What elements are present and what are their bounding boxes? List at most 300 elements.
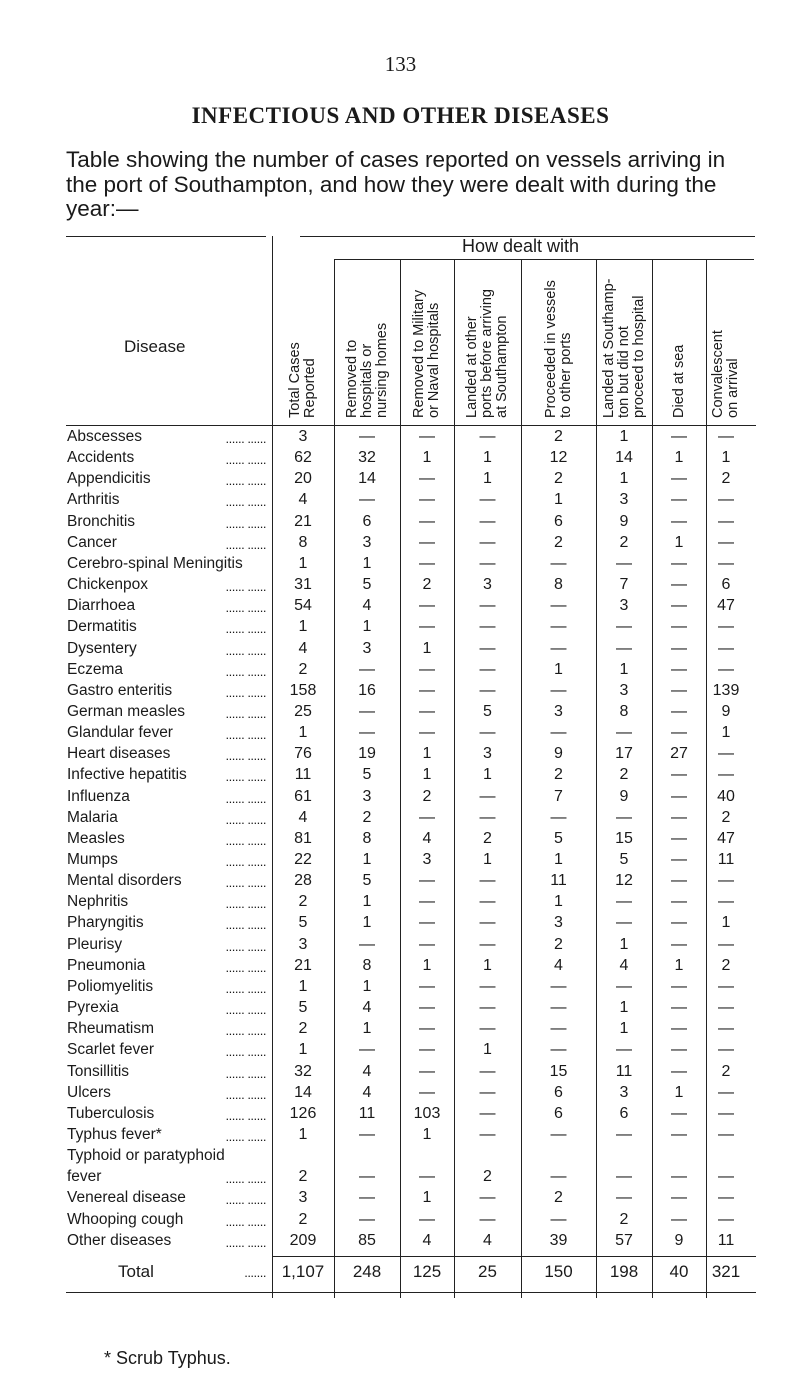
table-cell: 85 bbox=[358, 1231, 376, 1249]
disease-label: Arthritis bbox=[67, 491, 120, 509]
table-cell: 4 bbox=[298, 491, 308, 509]
table-cell: — bbox=[479, 999, 496, 1017]
table-cell: 2 bbox=[721, 1062, 731, 1080]
table-cell: 1 bbox=[619, 470, 629, 488]
leader-dots: ...... ...... bbox=[225, 579, 266, 595]
table-cell: — bbox=[671, 935, 687, 953]
table-cell: 1 bbox=[422, 956, 432, 974]
disease-label: Eczema bbox=[67, 660, 123, 678]
table-cell: — bbox=[550, 977, 567, 995]
table-cell: — bbox=[419, 808, 435, 826]
table-cell: — bbox=[479, 428, 496, 445]
leader-dots: ...... ...... bbox=[225, 832, 266, 848]
table-cell: 1 bbox=[298, 1041, 308, 1059]
leader-dots: ...... ...... bbox=[225, 1171, 266, 1187]
table-cell: — bbox=[419, 491, 435, 509]
table-cell: — bbox=[479, 554, 496, 572]
table-cell: 11 bbox=[550, 872, 567, 890]
table-cell: — bbox=[359, 1189, 375, 1207]
column-header-line: hospitals or bbox=[358, 343, 375, 418]
table-cell: — bbox=[671, 1168, 687, 1186]
leader-dots: ...... ...... bbox=[225, 727, 266, 743]
table-cell: — bbox=[479, 1020, 496, 1038]
disease-label: Gastro enteritis bbox=[67, 681, 173, 699]
table-cell: 7 bbox=[554, 787, 563, 805]
table-cell: 5 bbox=[554, 829, 563, 847]
table-cell: 15 bbox=[615, 829, 633, 847]
table-cell: — bbox=[359, 724, 375, 742]
leader-dots: ...... ...... bbox=[225, 494, 266, 510]
table-cell: 4 bbox=[362, 1062, 372, 1080]
page-number: 133 bbox=[384, 52, 417, 76]
column-header-line: Landed at other bbox=[464, 316, 480, 418]
table-cell: 3 bbox=[619, 1083, 629, 1101]
table-cell: — bbox=[616, 639, 632, 657]
table-cell: 6 bbox=[554, 512, 563, 530]
disease-label: Cerebro-spinal Meningitis bbox=[67, 554, 243, 572]
leader-dots: ...... ...... bbox=[225, 959, 266, 975]
table-cell: — bbox=[616, 977, 632, 995]
table-cell: — bbox=[479, 935, 496, 953]
table-cell: 11 bbox=[717, 1231, 735, 1249]
table-cell: 1 bbox=[422, 1125, 432, 1143]
table-cell: — bbox=[671, 1189, 687, 1207]
column-rule-disease bbox=[272, 236, 273, 1298]
column-header bbox=[288, 342, 318, 418]
disease-label: Typhus fever* bbox=[67, 1125, 162, 1143]
table-cell: — bbox=[671, 1041, 687, 1059]
table-cell: — bbox=[616, 1168, 632, 1186]
table-cell: — bbox=[718, 1083, 734, 1101]
table-cell: 3 bbox=[298, 935, 308, 953]
table-cell: 15 bbox=[549, 1062, 568, 1080]
table-cell: 27 bbox=[670, 745, 688, 763]
table-cell: — bbox=[718, 1168, 734, 1186]
table-cell: — bbox=[671, 766, 687, 784]
table-cell: 4 bbox=[483, 1231, 492, 1249]
table-cell: — bbox=[419, 554, 435, 572]
table-cell: — bbox=[479, 512, 496, 530]
disease-label: Accidents bbox=[67, 449, 135, 467]
table-cell: — bbox=[419, 1041, 435, 1059]
table-cell: — bbox=[616, 893, 632, 911]
table-cell: 28 bbox=[294, 872, 312, 890]
table-cell: — bbox=[718, 639, 734, 657]
column-header bbox=[711, 330, 741, 418]
table-cell: 11 bbox=[615, 1062, 633, 1080]
leader-dots: ...... ...... bbox=[225, 1002, 266, 1018]
table-cell: — bbox=[718, 999, 734, 1017]
disease-label: Venereal disease bbox=[67, 1189, 186, 1207]
table-cell: — bbox=[479, 893, 496, 911]
table-cell: 16 bbox=[358, 681, 376, 699]
disease-label: Tuberculosis bbox=[67, 1104, 155, 1122]
disease-label: German measles bbox=[67, 702, 186, 720]
group-header: How dealt with bbox=[462, 236, 580, 256]
table-cell: — bbox=[671, 681, 687, 699]
table-cell: — bbox=[671, 1062, 687, 1080]
table-cell: — bbox=[419, 702, 435, 720]
disease-label: Bronchitis bbox=[67, 512, 136, 530]
column-header-line: Convalescent bbox=[710, 330, 726, 418]
table-cell: 1 bbox=[619, 428, 629, 445]
table-cell: — bbox=[419, 1083, 435, 1101]
table-cell: — bbox=[419, 428, 435, 445]
table-cell: 1 bbox=[483, 766, 492, 784]
table-cell: 3 bbox=[422, 851, 432, 868]
table-cell: 1 bbox=[619, 999, 629, 1017]
table-cell: — bbox=[479, 618, 496, 636]
table-cell: 2 bbox=[554, 428, 563, 445]
table-cell: 5 bbox=[298, 914, 308, 932]
table-cell: 9 bbox=[619, 787, 629, 805]
table-cell: — bbox=[550, 999, 567, 1017]
table-cell: — bbox=[419, 1062, 435, 1080]
table-cell: — bbox=[550, 1168, 567, 1186]
total-cell: 125 bbox=[412, 1261, 442, 1281]
table-cell: — bbox=[718, 1189, 734, 1207]
table-cell: 6 bbox=[721, 576, 731, 594]
table-cell: — bbox=[718, 745, 734, 763]
table-cell: 4 bbox=[298, 808, 308, 826]
table-cell: 2 bbox=[298, 893, 308, 911]
leader-dots: ...... ...... bbox=[225, 1044, 266, 1060]
table-cell: 21 bbox=[294, 512, 312, 530]
table-cell: 8 bbox=[619, 702, 629, 720]
table-cell: — bbox=[479, 681, 496, 699]
table-cell: — bbox=[419, 470, 435, 488]
group-header-rule bbox=[334, 259, 754, 260]
table-cell: — bbox=[671, 470, 687, 488]
disease-label: Rheumatism bbox=[67, 1020, 154, 1038]
leader-dots: ...... ...... bbox=[225, 811, 266, 827]
leader-dots: ...... ...... bbox=[225, 790, 266, 806]
table-cell: — bbox=[479, 872, 496, 890]
table-cell: — bbox=[718, 618, 734, 636]
disease-label: Infective hepatitis bbox=[67, 766, 187, 784]
table-cell: — bbox=[671, 428, 687, 445]
leader-dots: ...... ...... bbox=[225, 854, 266, 869]
table-cell: 1 bbox=[483, 1041, 492, 1059]
table-cell: — bbox=[616, 554, 632, 572]
table-cell: 2 bbox=[554, 766, 563, 784]
column-header-line: ports before arriving bbox=[479, 289, 495, 418]
table-cell: 11 bbox=[717, 851, 735, 868]
table-cell: 1 bbox=[298, 1125, 308, 1143]
table-cell: 4 bbox=[362, 999, 372, 1017]
table-cell: 9 bbox=[554, 745, 563, 763]
table-cell: — bbox=[718, 512, 734, 530]
table-cell: — bbox=[479, 787, 496, 805]
table-cell: 4 bbox=[422, 829, 432, 847]
table-cell: 4 bbox=[362, 597, 372, 615]
table-cell: 1 bbox=[554, 491, 563, 509]
table-cell: 3 bbox=[298, 428, 308, 445]
table-cell: — bbox=[671, 914, 687, 932]
table-cell: 1 bbox=[721, 914, 731, 932]
table-cell: — bbox=[550, 618, 567, 636]
table-cell: — bbox=[671, 829, 687, 847]
table-cell: 4 bbox=[362, 1083, 372, 1101]
leader-dots: ....... bbox=[244, 1264, 266, 1280]
table-cell: — bbox=[419, 1020, 435, 1038]
table-cell: — bbox=[419, 660, 435, 678]
column-rule bbox=[652, 259, 653, 1298]
table-cell: — bbox=[479, 1125, 496, 1143]
disease-label: Influenza bbox=[67, 787, 130, 805]
leader-dots: ...... ...... bbox=[225, 431, 266, 446]
table-cell: 1 bbox=[483, 956, 492, 974]
column-rule bbox=[334, 259, 335, 1298]
table-cell: — bbox=[419, 893, 435, 911]
table-cell: — bbox=[616, 724, 632, 742]
table-cell: 8 bbox=[362, 829, 372, 847]
table-cell: — bbox=[671, 597, 687, 615]
table-cell: 3 bbox=[483, 745, 492, 763]
table-cell: — bbox=[671, 491, 687, 509]
table-cell: — bbox=[419, 977, 435, 995]
table-cell: — bbox=[359, 491, 375, 509]
table-cell: — bbox=[718, 872, 734, 890]
table-cell: 32 bbox=[294, 1062, 312, 1080]
footnote: * Scrub Typhus. bbox=[104, 1348, 231, 1368]
table-cell: — bbox=[718, 1125, 734, 1143]
disease-label: Scarlet fever bbox=[67, 1041, 155, 1059]
table-cell: 2 bbox=[619, 1210, 629, 1228]
table-cell: 31 bbox=[294, 576, 312, 594]
table-cell: 139 bbox=[712, 681, 740, 699]
table-cell: — bbox=[671, 724, 687, 742]
table-cell: 5 bbox=[483, 702, 492, 720]
table-cell: 12 bbox=[615, 872, 633, 890]
disease-label: Typhoid or paratyphoid bbox=[67, 1147, 225, 1165]
table-cell: 11 bbox=[294, 766, 312, 784]
leader-dots: ...... ...... bbox=[225, 452, 266, 468]
disease-label: Pleurisy bbox=[67, 935, 123, 953]
column-header-line: Removed to Military bbox=[411, 289, 427, 418]
table-cell: — bbox=[718, 1104, 734, 1122]
disease-label: Pyrexia bbox=[67, 999, 119, 1017]
total-top-rule bbox=[272, 1256, 756, 1257]
table-cell: — bbox=[550, 1125, 567, 1143]
table-cell: — bbox=[419, 618, 435, 636]
table-cell: 76 bbox=[294, 745, 312, 763]
leader-dots: ...... ...... bbox=[225, 705, 266, 721]
table-cell: 2 bbox=[721, 808, 731, 826]
table-cell: 5 bbox=[298, 999, 308, 1017]
column-header-line: or Naval hospitals bbox=[426, 302, 442, 418]
table-cell: — bbox=[359, 702, 375, 720]
table-cell: 39 bbox=[549, 1231, 568, 1249]
table-cell: — bbox=[419, 1210, 435, 1228]
leader-dots: ...... ...... bbox=[225, 896, 266, 912]
table-cell: 25 bbox=[294, 702, 312, 720]
table-cell: 6 bbox=[554, 1083, 563, 1101]
table-cell: 5 bbox=[362, 766, 372, 784]
table-cell: — bbox=[718, 1210, 734, 1228]
table-cell: — bbox=[479, 597, 496, 615]
table-cell: 1 bbox=[298, 977, 308, 995]
table-cell: — bbox=[616, 808, 632, 826]
table-cell: 1 bbox=[483, 470, 492, 488]
table-cell: 9 bbox=[721, 702, 731, 720]
column-header-line: proceed to hospital bbox=[630, 295, 647, 418]
header-top-rule-left bbox=[66, 236, 266, 237]
disease-header: Disease bbox=[124, 337, 186, 356]
table-cell: 8 bbox=[554, 576, 563, 594]
disease-label: Whooping cough bbox=[67, 1210, 184, 1228]
total-label: Total bbox=[118, 1261, 154, 1281]
table-cell: 1 bbox=[298, 554, 308, 572]
table-cell: 3 bbox=[362, 639, 372, 657]
table-cell: 1 bbox=[554, 660, 563, 678]
table-cell: — bbox=[419, 914, 435, 932]
table-cell: — bbox=[550, 1020, 567, 1038]
table-cell: 2 bbox=[422, 787, 432, 805]
table-cell: — bbox=[479, 660, 496, 678]
disease-label: Poliomyelitis bbox=[67, 977, 154, 995]
disease-label: Mental disorders bbox=[67, 872, 182, 890]
table-cell: 17 bbox=[615, 745, 633, 763]
leader-dots: ...... ...... bbox=[225, 621, 266, 637]
table-cell: — bbox=[479, 533, 496, 551]
leader-dots: ...... ...... bbox=[225, 1107, 266, 1123]
table-cell: — bbox=[550, 724, 567, 742]
table-cell: 8 bbox=[362, 956, 372, 974]
table-cell: 5 bbox=[362, 576, 372, 594]
disease-label: Tonsillitis bbox=[67, 1062, 130, 1080]
disease-label: Nephritis bbox=[67, 893, 129, 911]
table-cell: — bbox=[718, 1020, 734, 1038]
table-cell: — bbox=[671, 554, 687, 572]
table-cell: 1 bbox=[298, 724, 308, 742]
table-cell: — bbox=[718, 935, 734, 953]
leader-dots: ...... ...... bbox=[225, 748, 266, 764]
table-cell: 3 bbox=[483, 576, 492, 594]
table-cell: 2 bbox=[554, 533, 563, 551]
table-cell: 2 bbox=[554, 935, 563, 953]
table-cell: 1 bbox=[674, 533, 684, 551]
table-cell: — bbox=[359, 1168, 375, 1186]
column-rule bbox=[454, 259, 455, 1298]
total-cell: 150 bbox=[544, 1261, 573, 1281]
disease-label: Other diseases bbox=[67, 1231, 172, 1249]
column-header-line: Total Cases bbox=[287, 342, 303, 418]
table-cell: — bbox=[616, 1041, 632, 1059]
table-cell: 1 bbox=[619, 935, 629, 953]
table-cell: 1 bbox=[362, 977, 372, 995]
table-cell: 32 bbox=[358, 449, 376, 467]
table-cell: — bbox=[671, 977, 687, 995]
table-cell: 14 bbox=[358, 470, 376, 488]
table-cell: 4 bbox=[422, 1231, 432, 1249]
leader-dots: ...... ...... bbox=[225, 1192, 266, 1208]
table-cell: — bbox=[419, 724, 435, 742]
disease-label: Mumps bbox=[67, 851, 118, 868]
table-cell: 2 bbox=[483, 1168, 492, 1186]
disease-label: Measles bbox=[67, 829, 125, 847]
table-cell: 158 bbox=[289, 681, 317, 699]
leader-dots: ...... ...... bbox=[225, 1065, 266, 1081]
table-cell: 5 bbox=[619, 851, 629, 868]
table-cell: 3 bbox=[362, 787, 372, 805]
table-cell: 14 bbox=[615, 449, 633, 467]
disease-label: Dysentery bbox=[67, 639, 137, 657]
table-cell: 62 bbox=[294, 449, 312, 467]
table-cell: 11 bbox=[358, 1104, 376, 1122]
table-cell: 1 bbox=[674, 449, 684, 467]
table-cell: — bbox=[359, 1125, 375, 1143]
table-cell: — bbox=[419, 1168, 435, 1186]
table-cell: — bbox=[671, 999, 687, 1017]
table-cell: — bbox=[550, 1041, 567, 1059]
table-cell: 3 bbox=[619, 681, 629, 699]
table-cell: 2 bbox=[619, 766, 629, 784]
table-cell: 20 bbox=[294, 470, 312, 488]
disease-label: Pharyngitis bbox=[67, 914, 144, 932]
total-cell: 248 bbox=[352, 1261, 382, 1281]
table-cell: 1 bbox=[554, 851, 563, 868]
table-cell: — bbox=[671, 851, 687, 868]
leader-dots: ...... ...... bbox=[225, 600, 266, 616]
table-cell: 54 bbox=[294, 597, 312, 615]
table-cell: 2 bbox=[422, 576, 432, 594]
table-cell: — bbox=[479, 491, 496, 509]
table-cell: 2 bbox=[298, 1020, 308, 1038]
table-cell: 1 bbox=[483, 449, 492, 467]
disease-label: Ulcers bbox=[67, 1083, 111, 1101]
disease-label: Pneumonia bbox=[67, 956, 146, 974]
table-cell: 209 bbox=[289, 1231, 317, 1249]
table-cell: 1 bbox=[422, 449, 432, 467]
total-cell: 40 bbox=[669, 1261, 689, 1281]
table-cell: 1 bbox=[362, 1020, 372, 1038]
leader-dots: ...... ...... bbox=[225, 663, 266, 679]
leader-dots: ...... ...... bbox=[225, 875, 266, 891]
column-header-line: Reported bbox=[302, 358, 318, 418]
total-cell: 1,107 bbox=[281, 1261, 325, 1281]
table-cell: 1 bbox=[422, 1189, 432, 1207]
table-cell: — bbox=[479, 1210, 496, 1228]
table-cell: 1 bbox=[619, 660, 629, 678]
table-cell: 1 bbox=[422, 745, 432, 763]
column-header bbox=[465, 289, 510, 418]
column-header bbox=[672, 345, 687, 418]
table-cell: — bbox=[359, 1041, 375, 1059]
table-cell: — bbox=[479, 1189, 496, 1207]
table-cell: — bbox=[671, 639, 687, 657]
total-cell: 25 bbox=[478, 1261, 497, 1281]
leader-dots: ...... ...... bbox=[225, 642, 266, 658]
table-cell: 14 bbox=[294, 1083, 312, 1101]
leader-dots: ...... ...... bbox=[225, 1213, 266, 1229]
table-cell: — bbox=[616, 1125, 632, 1143]
table-cell: — bbox=[718, 660, 734, 678]
table-cell: — bbox=[479, 639, 496, 657]
table-cell: 1 bbox=[362, 914, 372, 932]
page-title: INFECTIOUS AND OTHER DISEASES bbox=[191, 103, 610, 128]
table-cell: — bbox=[419, 999, 435, 1017]
column-header-line: Died at sea bbox=[670, 344, 687, 418]
table-cell: 1 bbox=[422, 766, 432, 784]
table-cell: 2 bbox=[298, 1210, 308, 1228]
table-cell: 2 bbox=[554, 1189, 563, 1207]
table-cell: 7 bbox=[619, 576, 629, 594]
table-cell: — bbox=[671, 1020, 687, 1038]
table-cell: — bbox=[671, 808, 687, 826]
table-cell: 4 bbox=[554, 956, 563, 974]
column-header-line: Proceeded in vessels bbox=[542, 280, 559, 418]
